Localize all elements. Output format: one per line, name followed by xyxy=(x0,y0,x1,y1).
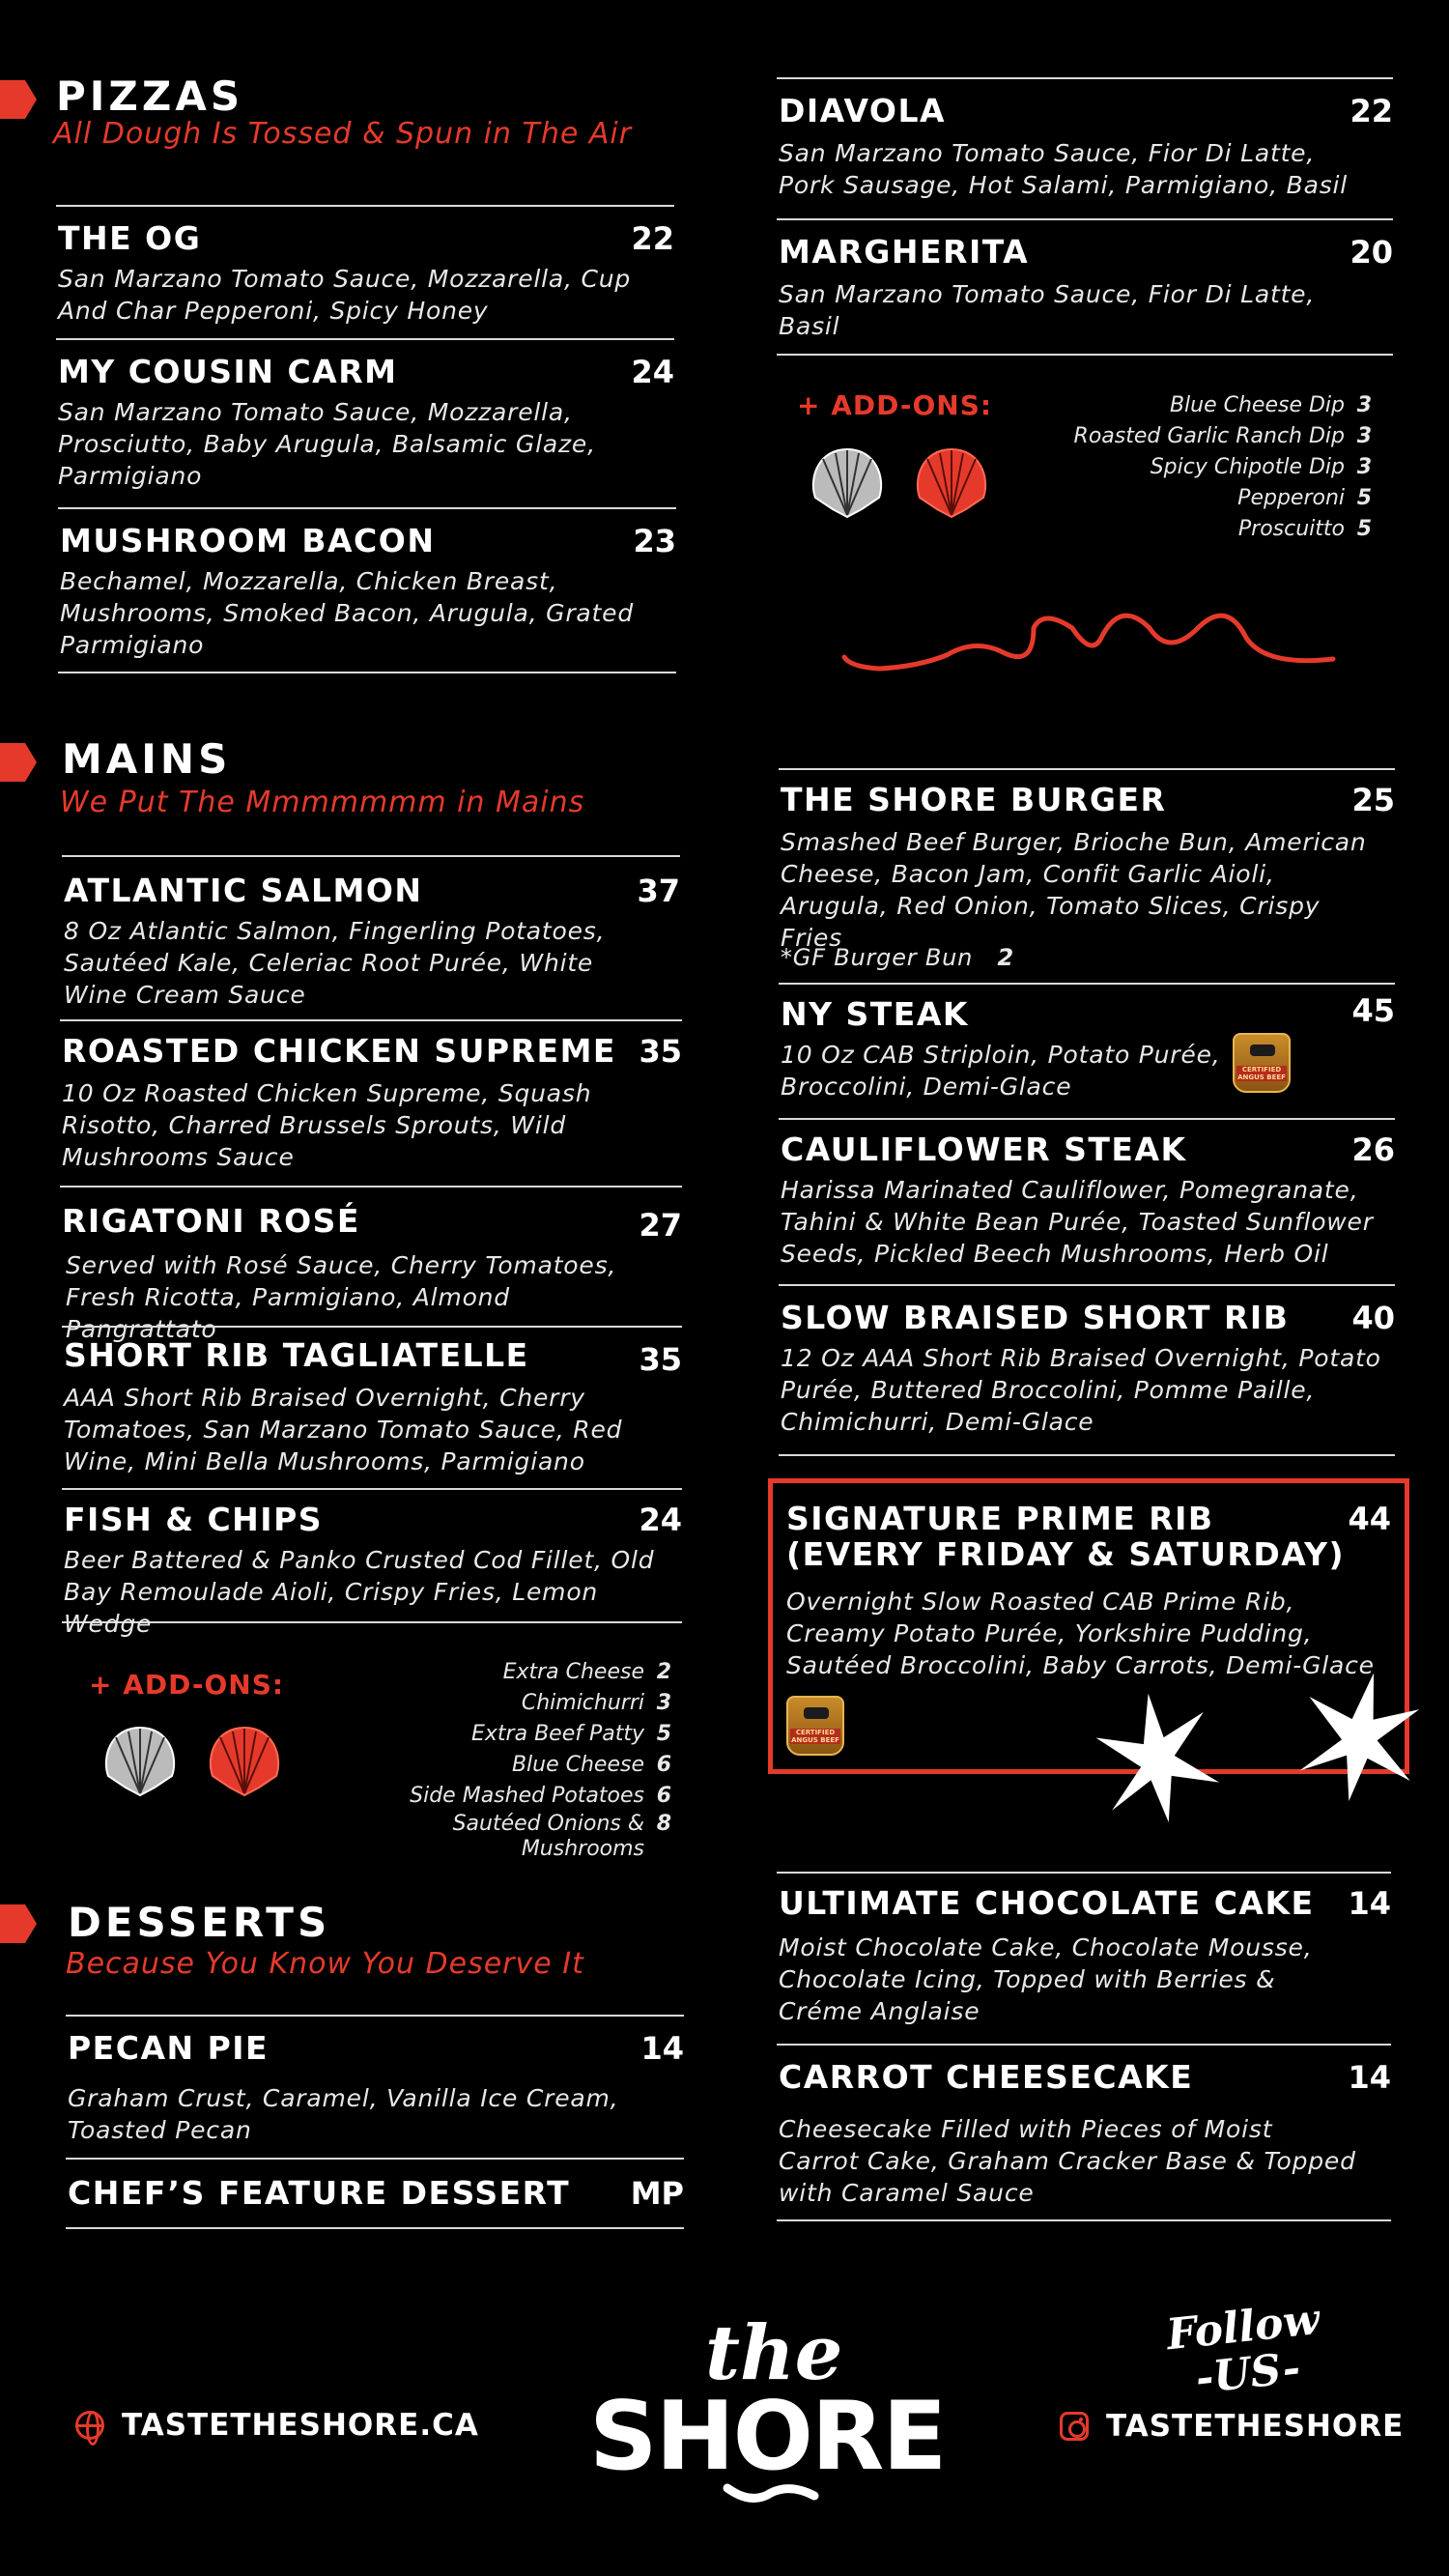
item-extra: *GF Burger Bun 2 xyxy=(781,944,1014,971)
item-description: Beer Battered & Panko Crusted Cod Fillet, Old Bay Remoulade Aioli, Crispy Fries, Lemon Wedge xyxy=(64,1546,655,1638)
item-price: 26 xyxy=(1351,1131,1395,1168)
item-name: CARROT CHEESECAKE xyxy=(779,2058,1194,2096)
logo-swoosh xyxy=(723,2478,819,2507)
shell-icon xyxy=(804,440,891,527)
feature-name: SIGNATURE PRIME RIB xyxy=(786,1500,1214,1537)
menu-item xyxy=(779,1284,1395,1456)
menu-item xyxy=(56,338,674,507)
menu-item xyxy=(56,205,674,338)
section-subtitle: Because You Know You Deserve It xyxy=(66,1947,584,1981)
item-name: MARGHERITA xyxy=(779,233,1030,271)
section-title: DESSERTS xyxy=(68,1899,331,1946)
certified-angus-beef-badge: CERTIFIED ANGUS BEEF xyxy=(786,1696,844,1756)
addon-row: Extra Cheese 2 xyxy=(502,1660,671,1684)
item-name: ULTIMATE CHOCOLATE CAKE xyxy=(779,1884,1315,1922)
addon-row: Blue Cheese 6 xyxy=(511,1753,671,1777)
menu-item xyxy=(60,1019,682,1186)
item-name: MY COUSIN CARM xyxy=(58,353,398,390)
addon-row: Side Mashed Potatoes 6 xyxy=(410,1784,671,1808)
shell-icon xyxy=(97,1718,184,1805)
addon-row: Roasted Garlic Ranch Dip 3 xyxy=(1073,424,1372,448)
item-price: 44 xyxy=(1348,1501,1391,1537)
addon-row: Blue Cheese Dip 3 xyxy=(1169,393,1372,417)
website-link[interactable]: TASTETHESHORE.CA xyxy=(75,2408,479,2443)
menu-item xyxy=(62,855,680,1019)
signature-feature-box xyxy=(768,1478,1409,1774)
item-name: DIAVOLA xyxy=(779,92,947,129)
menu-item xyxy=(779,1118,1395,1284)
item-price: 35 xyxy=(639,1033,682,1070)
addon-row: Spicy Chipotle Dip 3 xyxy=(1150,455,1372,479)
item-name: CAULIFLOWER STEAK xyxy=(781,1131,1187,1168)
item-name: ATLANTIC SALMON xyxy=(64,872,423,909)
item-description: Smashed Beef Burger, Brioche Bun, American Cheese, Bacon Jam, Confit Garlic Aioli, Arugula, Red Onion, Tomato Slices, Crispy Fries xyxy=(781,828,1367,952)
item-price: 45 xyxy=(1351,992,1395,1029)
arrow-icon xyxy=(0,80,37,119)
certified-angus-beef-badge: CERTIFIED ANGUS BEEF xyxy=(1233,1033,1291,1093)
addon-row: Sautéed Onions & Mushrooms 8 xyxy=(452,1812,671,1861)
arrow-icon xyxy=(0,743,37,782)
addon-row: Proscuitto 5 xyxy=(1237,517,1372,541)
feature-name-sub: (EVERY FRIDAY & SATURDAY) xyxy=(786,1535,1346,1573)
menu-item xyxy=(62,1326,682,1488)
item-description: San Marzano Tomato Sauce, Mozzarella, Prosciutto, Baby Arugula, Balsamic Glaze, Parmigiano xyxy=(58,398,596,490)
item-description: Overnight Slow Roasted CAB Prime Rib, Creamy Potato Purée, Yorkshire Pudding, Sautéed Broccolini, Baby Carrots, Demi-Glace xyxy=(786,1588,1375,1679)
item-description: 10 Oz CAB Striploin, Potato Purée, Broccolini, Demi-Glace xyxy=(781,1041,1221,1101)
menu-item xyxy=(62,1488,682,1638)
item-description: Graham Crust, Caramel, Vanilla Ice Cream, Toasted Pecan xyxy=(68,2084,619,2144)
menu-item xyxy=(66,2015,684,2158)
item-name: NY STEAK xyxy=(781,995,969,1033)
logo-shore: SHORE xyxy=(589,2382,946,2492)
item-name: THE OG xyxy=(58,219,202,257)
item-price: 22 xyxy=(1350,93,1393,129)
instagram-icon xyxy=(1060,2412,1089,2441)
menu-item xyxy=(60,1186,682,1343)
section-title: MAINS xyxy=(62,735,232,783)
item-description: Moist Chocolate Cake, Chocolate Mousse, Chocolate Icing, Topped with Berries & Créme Anglaise xyxy=(779,1933,1313,2025)
arrow-icon xyxy=(0,1904,37,1943)
globe-icon xyxy=(75,2411,104,2440)
cow-icon xyxy=(1250,1045,1275,1056)
follow-us: Follow -US- xyxy=(1164,2294,1322,2404)
section-subtitle: We Put The Mmmmmmm in Mains xyxy=(60,786,585,819)
item-price: 25 xyxy=(1351,782,1395,818)
item-description: AAA Short Rib Braised Overnight, Cherry Tomatoes, San Marzano Tomato Sauce, Red Wine, Mini Bella Mushrooms, Parmigiano xyxy=(64,1384,623,1475)
menu-item xyxy=(779,768,1395,983)
menu-item xyxy=(777,2044,1391,2221)
menu-item xyxy=(777,77,1393,218)
item-price: 14 xyxy=(640,2030,684,2067)
item-name: RIGATONI ROSÉ xyxy=(62,1202,360,1240)
item-name: FISH & CHIPS xyxy=(64,1501,324,1538)
item-price: 40 xyxy=(1351,1300,1395,1336)
item-price: 24 xyxy=(631,354,674,390)
item-price: MP xyxy=(630,2175,684,2212)
menu-item xyxy=(66,2158,684,2229)
item-description: San Marzano Tomato Sauce, Fior Di Latte, Basil xyxy=(779,280,1316,340)
item-description: San Marzano Tomato Sauce, Fior Di Latte, Pork Sausage, Hot Salami, Parmigiano, Basil xyxy=(779,139,1349,199)
instagram-link[interactable]: TASTETHESHORE xyxy=(1060,2409,1404,2444)
item-name: SLOW BRAISED SHORT RIB xyxy=(781,1299,1290,1336)
addons-title: + ADD-ONS: xyxy=(797,389,993,421)
menu-item xyxy=(779,983,1395,1118)
item-price: 27 xyxy=(639,1207,682,1244)
logo-the: the xyxy=(705,2309,843,2397)
item-price: 22 xyxy=(631,220,674,257)
item-name: CHEF’S FEATURE DESSERT xyxy=(68,2174,571,2212)
item-description: 12 Oz AAA Short Rib Braised Overnight, Potato Purée, Buttered Broccolini, Pomme Paille, Chimichurri, Demi-Glace xyxy=(781,1344,1381,1436)
menu-item xyxy=(777,218,1393,356)
addons-list xyxy=(966,390,1372,545)
item-price: 20 xyxy=(1350,234,1393,271)
item-price: 14 xyxy=(1348,1885,1391,1922)
item-name: SHORT RIB TAGLIATELLE xyxy=(64,1336,529,1374)
item-name: PECAN PIE xyxy=(68,2029,270,2067)
item-description: 10 Oz Roasted Chicken Supreme, Squash Risotto, Charred Brussels Sprouts, Wild Mushrooms Sauce xyxy=(62,1079,592,1171)
item-description: San Marzano Tomato Sauce, Mozzarella, Cup And Char Pepperoni, Spicy Honey xyxy=(58,265,632,325)
item-description: 8 Oz Atlantic Salmon, Fingerling Potatoes, Sautéed Kale, Celeriac Root Purée, White Wine Cream Sauce xyxy=(64,917,606,1009)
item-name: THE SHORE BURGER xyxy=(781,781,1167,818)
item-description: Cheesecake Filled with Pieces of Moist Carrot Cake, Graham Cracker Base & Topped with Caramel Sauce xyxy=(779,2115,1356,2207)
item-description: Harissa Marinated Cauliflower, Pomegranate, Tahini & White Bean Purée, Toasted Sunflower Seeds, Pickled Beech Mushrooms, Herb Oil xyxy=(781,1176,1374,1268)
item-name: MUSHROOM BACON xyxy=(60,522,436,559)
cow-icon xyxy=(804,1707,829,1719)
shell-icon xyxy=(201,1718,288,1805)
menu-item xyxy=(58,507,676,673)
item-name: ROASTED CHICKEN SUPREME xyxy=(62,1032,616,1070)
item-description: Served with Rosé Sauce, Cherry Tomatoes, Fresh Ricotta, Parmigiano, Almond Pangrattato xyxy=(66,1251,617,1343)
section-subtitle: All Dough Is Tossed & Spun in The Air xyxy=(53,117,633,151)
addon-row: Chimichurri 3 xyxy=(521,1691,671,1715)
addons-title: + ADD-ONS: xyxy=(89,1669,285,1701)
item-price: 23 xyxy=(633,523,676,559)
item-description: Bechamel, Mozzarella, Chicken Breast, Mushrooms, Smoked Bacon, Arugula, Grated Parmigiano xyxy=(60,567,634,659)
item-price: 24 xyxy=(639,1502,682,1538)
addon-row: Pepperoni 5 xyxy=(1237,486,1372,510)
item-price: 37 xyxy=(637,873,680,909)
addons-list xyxy=(304,1657,671,1862)
item-price: 14 xyxy=(1348,2059,1391,2096)
addon-row: Extra Beef Patty 5 xyxy=(471,1722,671,1746)
item-price: 35 xyxy=(639,1341,682,1378)
wave-decoration xyxy=(840,599,1343,676)
menu-item xyxy=(777,1872,1391,2044)
section-title: PIZZAS xyxy=(56,72,244,120)
